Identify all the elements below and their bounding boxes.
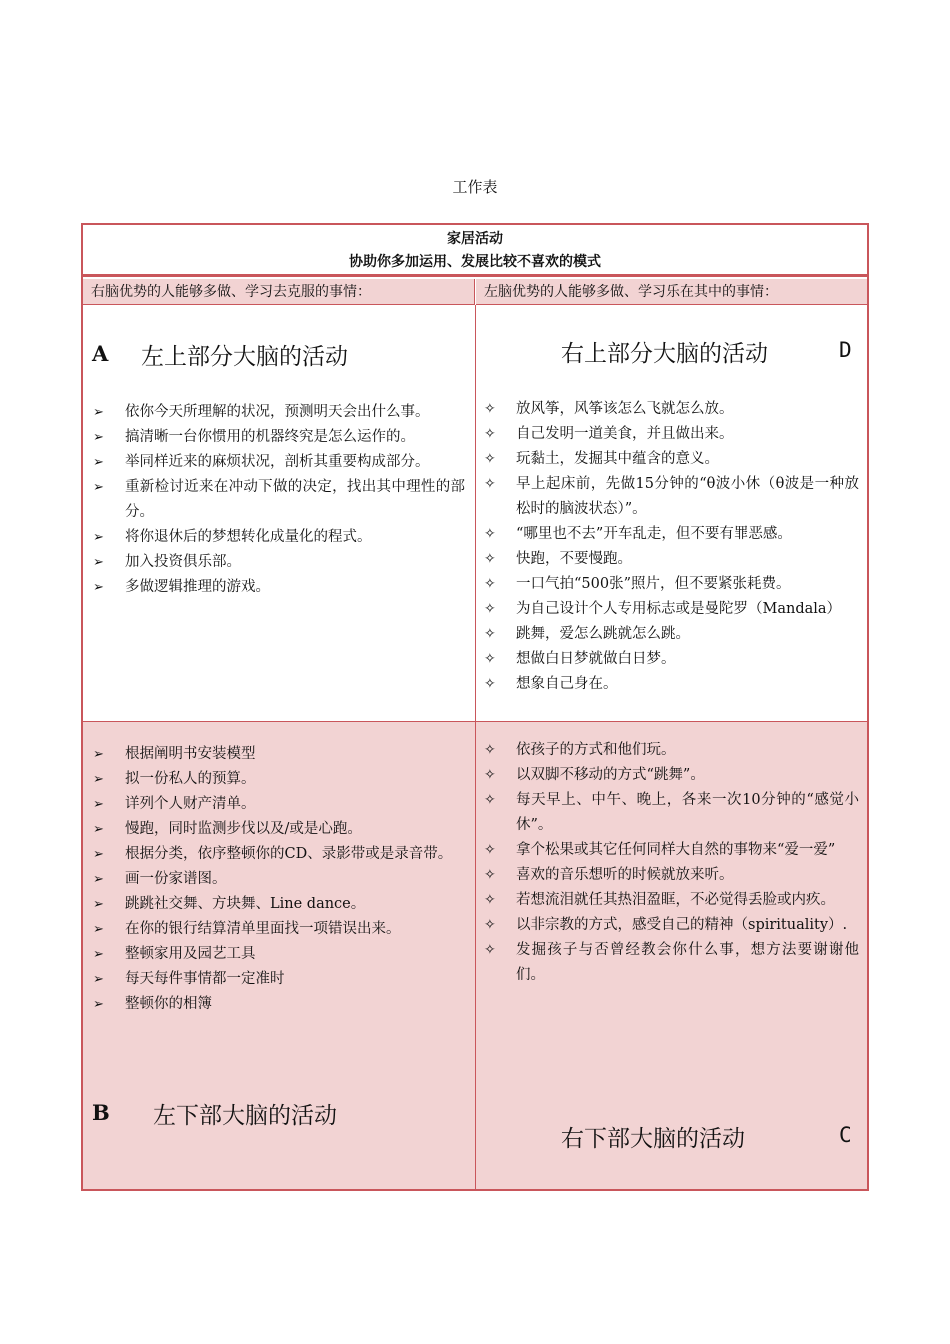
- list-item: [91, 767, 465, 792]
- arrow-bullet-icon: ➢: [93, 455, 104, 470]
- star-bullet-icon: ✧: [484, 476, 496, 492]
- arrow-bullet-icon: ➢: [93, 405, 104, 420]
- item-text: 每天每件事情都一定准时: [125, 971, 285, 987]
- star-bullet-icon: ✧: [484, 867, 496, 883]
- item-text: 拟一份私人的预算。: [125, 771, 256, 787]
- list-item: [91, 967, 465, 992]
- arrow-bullet-icon: ➢: [93, 872, 104, 887]
- list-item: [91, 475, 465, 525]
- arrow-bullet-icon: ➢: [93, 555, 104, 570]
- quadrant-d-title: 右上部分大脑的活动: [561, 341, 768, 367]
- item-text: 依你今天所理解的状况，预测明天会出什么事。: [125, 404, 430, 420]
- item-text: 举同样近来的麻烦状况，剖析其重要构成部分。: [125, 454, 430, 470]
- item-text: 跳舞，爱怎么跳就怎么跳。: [516, 626, 690, 642]
- list-item: [91, 892, 465, 917]
- arrow-bullet-icon: ➢: [93, 822, 104, 837]
- quadrant-c: [476, 722, 867, 1189]
- header-subtitle: 协助你多加运用、发展比较不喜欢的模式: [349, 254, 601, 270]
- item-text: 想做白日梦就做白日梦。: [516, 651, 676, 667]
- arrow-bullet-icon: ➢: [93, 530, 104, 545]
- arrow-bullet-icon: ➢: [93, 997, 104, 1012]
- item-text: 详列个人财产清单。: [125, 796, 256, 812]
- arrow-bullet-icon: ➢: [93, 847, 104, 862]
- item-text: 根据阐明书安装模型: [125, 746, 256, 762]
- list-item: [482, 397, 859, 422]
- header-title: 家居活动: [447, 231, 503, 247]
- item-text: 加入投资俱乐部。: [125, 554, 241, 570]
- star-bullet-icon: ✧: [484, 942, 496, 958]
- list-item: [91, 842, 465, 867]
- quadrant-a-title: 左上部分大脑的活动: [141, 344, 348, 370]
- quadrant-c-letter: C: [839, 1123, 852, 1147]
- list-item: [482, 447, 859, 472]
- item-text: “哪里也不去”开车乱走，但不要有罪恶感。: [516, 526, 792, 542]
- star-bullet-icon: ✧: [484, 426, 496, 442]
- item-text: 早上起床前，先做15分钟的“θ波小休（θ波是一种放松时的脑波状态）”。: [516, 476, 859, 517]
- item-text: 快跑，不要慢跑。: [516, 551, 632, 567]
- arrow-bullet-icon: ➢: [93, 922, 104, 937]
- item-text: 在你的银行结算清单里面找一项错误出来。: [125, 921, 401, 937]
- list-item: [91, 942, 465, 967]
- arrow-bullet-icon: ➢: [93, 580, 104, 595]
- list-item: [482, 672, 859, 697]
- subheader-left-brain: 左脑优势的人能够多做、学习乐在其中的事情：: [476, 279, 867, 305]
- worksheet-table: [81, 223, 869, 1191]
- arrow-bullet-icon: ➢: [93, 947, 104, 962]
- star-bullet-icon: ✧: [484, 767, 496, 783]
- item-text: 画一份家谱图。: [125, 871, 227, 887]
- item-text: 为自己设计个人专用标志或是曼陀罗（Mandala）: [516, 601, 842, 617]
- item-text: 根据分类，依序整顿你的CD、录影带或是录音带。: [125, 846, 453, 862]
- list-item: [91, 792, 465, 817]
- arrow-bullet-icon: ➢: [93, 897, 104, 912]
- list-item: [482, 547, 859, 572]
- list-item: [482, 422, 859, 447]
- list-item: [482, 622, 859, 647]
- item-text: 喜欢的音乐想听的时候就放来听。: [516, 867, 734, 883]
- item-text: 将你退休后的梦想转化成量化的程式。: [125, 529, 372, 545]
- subheader-right-brain: 右脑优势的人能够多做、学习去克服的事情：: [83, 279, 475, 305]
- item-text: 搞清晰一台你惯用的机器终究是怎么运作的。: [125, 429, 415, 445]
- list-item: [91, 817, 465, 842]
- list-item: [91, 425, 465, 450]
- list-item: [91, 742, 465, 767]
- arrow-bullet-icon: ➢: [93, 972, 104, 987]
- quadrant-b-title: 左下部大脑的活动: [153, 1103, 337, 1129]
- list-item: [91, 400, 465, 425]
- item-text: 发掘孩子与否曾经教会你什么事，想方法要谢谢他们。: [516, 942, 859, 983]
- star-bullet-icon: ✧: [484, 676, 496, 692]
- item-text: 每天早上、中午、晚上，各来一次10分钟的“感觉小休”。: [516, 792, 859, 833]
- arrow-bullet-icon: ➢: [93, 430, 104, 445]
- list-item: [91, 575, 465, 600]
- list-item: [91, 867, 465, 892]
- item-text: 玩黏土，发掘其中蕴含的意义。: [516, 451, 719, 467]
- quadrant-a-letter: A: [92, 341, 109, 366]
- item-text: 以非宗教的方式，感受自己的精神（spirituality）.: [516, 917, 848, 933]
- item-text: 整顿你的相簿: [125, 996, 212, 1012]
- quadrant-a-list: [91, 400, 465, 600]
- item-text: 跳跳社交舞、方块舞、Line dance。: [125, 896, 366, 912]
- quadrant-b-letter: B: [92, 1100, 110, 1125]
- list-item: [91, 450, 465, 475]
- list-item: [482, 888, 859, 913]
- item-text: 放风筝，风筝该怎么飞就怎么放。: [516, 401, 734, 417]
- star-bullet-icon: ✧: [484, 892, 496, 908]
- item-text: 多做逻辑推理的游戏。: [125, 579, 270, 595]
- list-item: [482, 472, 859, 522]
- quadrant-a: [83, 305, 476, 722]
- arrow-bullet-icon: ➢: [93, 772, 104, 787]
- arrow-bullet-icon: ➢: [93, 747, 104, 762]
- quadrant-d: [476, 305, 867, 722]
- quadrant-c-list: [482, 738, 859, 988]
- star-bullet-icon: ✧: [484, 451, 496, 467]
- star-bullet-icon: ✧: [484, 601, 496, 617]
- star-bullet-icon: ✧: [484, 576, 496, 592]
- item-text: 一口气拍“500张”照片，但不要紧张耗费。: [516, 576, 791, 592]
- star-bullet-icon: ✧: [484, 651, 496, 667]
- item-text: 依孩子的方式和他们玩。: [516, 742, 676, 758]
- list-item: [482, 572, 859, 597]
- list-item: [91, 917, 465, 942]
- item-text: 重新检讨近来在冲动下做的决定，找出其中理性的部分。: [125, 479, 465, 520]
- star-bullet-icon: ✧: [484, 917, 496, 933]
- list-item: [482, 763, 859, 788]
- quadrant-d-list: [482, 397, 859, 697]
- list-item: [91, 525, 465, 550]
- table-header: [83, 225, 867, 277]
- quadrant-d-letter: D: [839, 338, 852, 362]
- list-item: [482, 938, 859, 988]
- item-text: 慢跑，同时监测步伐以及/或是心跑。: [125, 821, 362, 837]
- list-item: [482, 838, 859, 863]
- arrow-bullet-icon: ➢: [93, 480, 104, 495]
- list-item: [482, 522, 859, 547]
- arrow-bullet-icon: ➢: [93, 797, 104, 812]
- item-text: 自己发明一道美食，并且做出来。: [516, 426, 734, 442]
- list-item: [482, 597, 859, 622]
- quadrant-b: [83, 722, 476, 1189]
- item-text: 想象自己身在。: [516, 676, 618, 692]
- star-bullet-icon: ✧: [484, 551, 496, 567]
- item-text: 以双脚不移动的方式“跳舞”。: [516, 767, 705, 783]
- list-item: [482, 738, 859, 763]
- list-item: [482, 863, 859, 888]
- star-bullet-icon: ✧: [484, 401, 496, 417]
- list-item: [482, 913, 859, 938]
- item-text: 若想流泪就任其热泪盈眶，不必觉得丢脸或内疚。: [516, 892, 835, 908]
- star-bullet-icon: ✧: [484, 742, 496, 758]
- list-item: [482, 788, 859, 838]
- item-text: 整顿家用及园艺工具: [125, 946, 256, 962]
- list-item: [91, 550, 465, 575]
- quadrant-b-list: [91, 742, 465, 1017]
- star-bullet-icon: ✧: [484, 842, 496, 858]
- star-bullet-icon: ✧: [484, 626, 496, 642]
- list-item: [91, 992, 465, 1017]
- star-bullet-icon: ✧: [484, 792, 496, 808]
- list-item: [482, 647, 859, 672]
- star-bullet-icon: ✧: [484, 526, 496, 542]
- item-text: 拿个松果或其它任何同样大自然的事物来“爱一爱”: [516, 842, 836, 858]
- quadrant-c-title: 右下部大脑的活动: [561, 1126, 745, 1152]
- document-title: 工作表: [452, 178, 498, 196]
